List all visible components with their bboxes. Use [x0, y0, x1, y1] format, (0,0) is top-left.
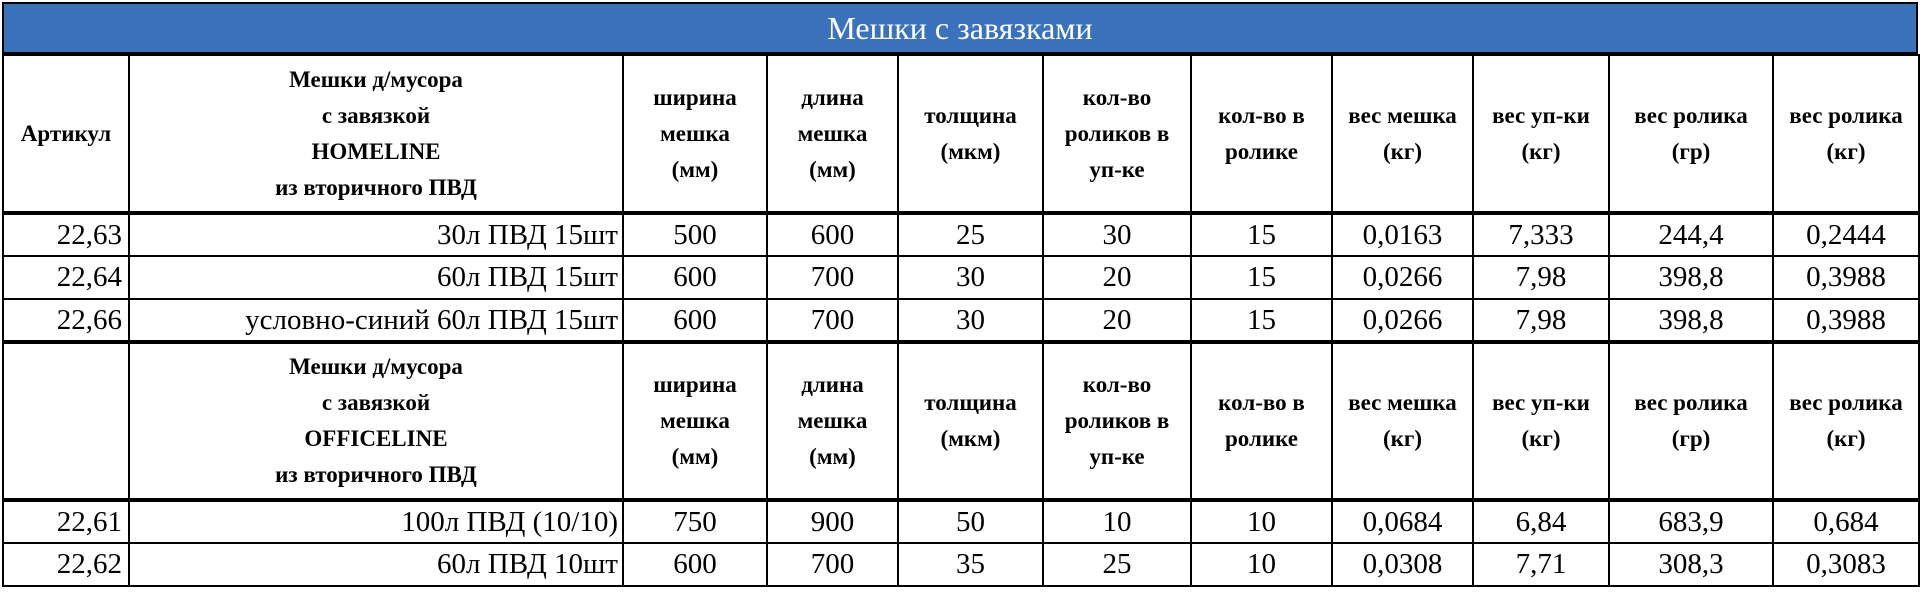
rolls-per-pack-cell: 25 — [1043, 543, 1191, 586]
section2-header-row — [3, 342, 1919, 500]
header-pack_weight — [1473, 55, 1609, 213]
table-row — [3, 299, 1919, 342]
header-line: мешка — [660, 408, 730, 433]
thickness-cell: 50 — [898, 500, 1043, 543]
header-roll_weight_g — [1609, 55, 1773, 213]
thickness-cell: 35 — [898, 543, 1043, 586]
header-line: вес мешка — [1348, 102, 1457, 128]
header-line: кол-во — [1082, 372, 1152, 397]
header-line: (мм) — [671, 444, 719, 469]
roll-weight-kg-cell: 0,2444 — [1773, 213, 1919, 256]
length-cell: 700 — [767, 543, 898, 586]
header-line: вес мешка — [1348, 390, 1457, 415]
header-width — [623, 342, 767, 500]
header-line: длина — [801, 372, 864, 397]
header-line: мешка — [660, 120, 730, 146]
table-row — [3, 213, 1919, 256]
rolls-per-pack-cell: 20 — [1043, 256, 1191, 299]
section1-header-row — [3, 55, 1919, 213]
header-name-line: OFFICELINE — [304, 426, 448, 451]
pack-weight-cell: 7,71 — [1473, 543, 1609, 586]
name-cell: 60л ПВД 15шт — [129, 256, 623, 299]
length-cell: 600 — [767, 213, 898, 256]
roll-weight-g-cell: 308,3 — [1609, 543, 1773, 586]
article-cell: 22,61 — [3, 500, 129, 543]
thickness-cell: 30 — [898, 299, 1043, 342]
header-name-line: из вторичного ПВД — [275, 174, 477, 200]
sheet-title — [2, 2, 1918, 54]
bags-per-roll-cell: 15 — [1191, 256, 1332, 299]
name-cell: 30л ПВД 15шт — [129, 213, 623, 256]
header-line: (кг) — [1382, 426, 1422, 451]
header-line: (кг) — [1521, 138, 1561, 164]
header-name-line: Мешки д/мусора — [289, 354, 463, 379]
header-article-label: Артикул — [20, 120, 112, 146]
rolls-per-pack-cell: 20 — [1043, 299, 1191, 342]
header-line: (мм) — [671, 156, 719, 182]
header-line: уп-ке — [1089, 156, 1145, 182]
article-cell: 22,63 — [3, 213, 129, 256]
header-width — [623, 55, 767, 213]
width-cell: 600 — [623, 299, 767, 342]
products-table-body — [3, 55, 1919, 586]
header-thickness — [898, 55, 1043, 213]
article-cell: 22,62 — [3, 543, 129, 586]
rolls-per-pack-cell: 30 — [1043, 213, 1191, 256]
header-line: кол-во в — [1218, 102, 1305, 128]
header-line: уп-ке — [1089, 444, 1145, 469]
pack-weight-cell: 6,84 — [1473, 500, 1609, 543]
length-cell: 700 — [767, 299, 898, 342]
header-line: вес ролика — [1789, 102, 1903, 128]
header-line: кол-во — [1082, 84, 1152, 110]
roll-weight-kg-cell: 0,684 — [1773, 500, 1919, 543]
header-article — [3, 55, 129, 213]
header-per_roll — [1191, 342, 1332, 500]
header-roll_weight_kg — [1773, 342, 1919, 500]
header-line: (мм) — [809, 156, 856, 182]
bag-weight-cell: 0,0684 — [1332, 500, 1473, 543]
name-cell: 60л ПВД 10шт — [129, 543, 623, 586]
header-line: (кг) — [1826, 426, 1866, 451]
bag-weight-cell: 0,0308 — [1332, 543, 1473, 586]
bag-weight-cell: 0,0266 — [1332, 299, 1473, 342]
bags-per-roll-cell: 15 — [1191, 299, 1332, 342]
header-line: вес ролика — [1789, 390, 1903, 415]
header-line: (мкм) — [940, 138, 1001, 164]
thickness-cell: 25 — [898, 213, 1043, 256]
bag-weight-cell: 0,0266 — [1332, 256, 1473, 299]
header-line: ролике — [1224, 138, 1299, 164]
width-cell: 750 — [623, 500, 767, 543]
header-thickness — [898, 342, 1043, 500]
roll-weight-g-cell: 398,8 — [1609, 299, 1773, 342]
header-per_roll — [1191, 55, 1332, 213]
header-line: (мм) — [809, 444, 856, 469]
header-roll_weight_kg — [1773, 55, 1919, 213]
bags-per-roll-cell: 10 — [1191, 543, 1332, 586]
header-name-line: с завязкой — [321, 102, 431, 128]
header-line: роликов в — [1064, 120, 1170, 146]
header-pack_weight — [1473, 342, 1609, 500]
header-line: мешка — [797, 408, 868, 433]
header-line: (кг) — [1521, 426, 1561, 451]
header-bag_weight — [1332, 342, 1473, 500]
header-rolls — [1043, 55, 1191, 213]
rolls-per-pack-cell: 10 — [1043, 500, 1191, 543]
products-table — [2, 54, 1920, 587]
article-cell: 22,64 — [3, 256, 129, 299]
article-cell: 22,66 — [3, 299, 129, 342]
name-cell: условно-синий 60л ПВД 15шт — [129, 299, 623, 342]
table-row — [3, 543, 1919, 586]
pack-weight-cell: 7,98 — [1473, 299, 1609, 342]
price-sheet — [2, 2, 1918, 587]
header-name-line: HOMELINE — [311, 138, 441, 164]
bag-weight-cell: 0,0163 — [1332, 213, 1473, 256]
header-bag_weight — [1332, 55, 1473, 213]
width-cell: 600 — [623, 256, 767, 299]
header-article — [3, 342, 129, 500]
width-cell: 600 — [623, 543, 767, 586]
header-name-line: из вторичного ПВД — [275, 462, 477, 487]
header-line: (мкм) — [940, 426, 1001, 451]
header-line: ширина — [653, 84, 737, 110]
pack-weight-cell: 7,98 — [1473, 256, 1609, 299]
header-line: кол-во в — [1218, 390, 1305, 415]
thickness-cell: 30 — [898, 256, 1043, 299]
header-length — [767, 55, 898, 213]
header-line: роликов в — [1064, 408, 1170, 433]
header-line: вес уп-ки — [1492, 102, 1590, 128]
roll-weight-kg-cell: 0,3988 — [1773, 299, 1919, 342]
header-length — [767, 342, 898, 500]
header-line: ролике — [1224, 426, 1299, 451]
header-product-name — [129, 55, 623, 213]
header-name-line: Мешки д/мусора — [289, 66, 463, 92]
length-cell: 700 — [767, 256, 898, 299]
header-line: вес ролика — [1634, 390, 1748, 415]
header-line: (гр) — [1671, 426, 1711, 451]
sheet-title-text: Мешки с завязками — [827, 10, 1093, 46]
bags-per-roll-cell: 10 — [1191, 500, 1332, 543]
header-rolls — [1043, 342, 1191, 500]
roll-weight-g-cell: 244,4 — [1609, 213, 1773, 256]
header-line: мешка — [797, 120, 868, 146]
header-line: вес ролика — [1634, 102, 1748, 128]
header-line: вес уп-ки — [1492, 390, 1590, 415]
header-line: толщина — [924, 102, 1017, 128]
header-roll_weight_g — [1609, 342, 1773, 500]
header-line: толщина — [924, 390, 1017, 415]
pack-weight-cell: 7,333 — [1473, 213, 1609, 256]
roll-weight-kg-cell: 0,3988 — [1773, 256, 1919, 299]
bags-per-roll-cell: 15 — [1191, 213, 1332, 256]
width-cell: 500 — [623, 213, 767, 256]
header-name-line: с завязкой — [321, 390, 431, 415]
table-row — [3, 500, 1919, 543]
header-line: длина — [801, 84, 864, 110]
header-line: (гр) — [1671, 138, 1711, 164]
roll-weight-kg-cell: 0,3083 — [1773, 543, 1919, 586]
header-line: (кг) — [1382, 138, 1422, 164]
header-product-name — [129, 342, 623, 500]
roll-weight-g-cell: 683,9 — [1609, 500, 1773, 543]
name-cell: 100л ПВД (10/10) — [129, 500, 623, 543]
header-line: (кг) — [1826, 138, 1866, 164]
table-row — [3, 256, 1919, 299]
length-cell: 900 — [767, 500, 898, 543]
roll-weight-g-cell: 398,8 — [1609, 256, 1773, 299]
header-line: ширина — [653, 372, 737, 397]
